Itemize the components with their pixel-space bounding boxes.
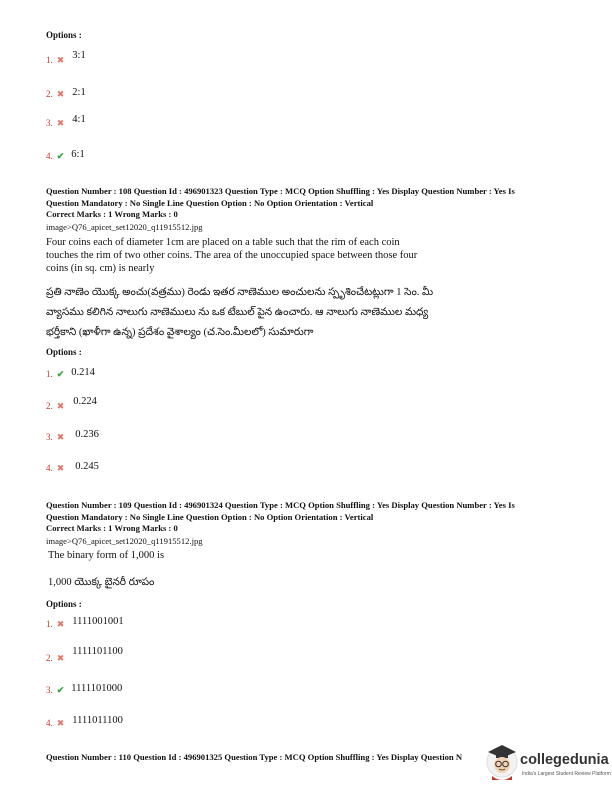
option-number: 2. (46, 401, 53, 411)
option-text: 3:1 (72, 50, 86, 61)
brand-tagline: India's Largest Student Review Platform (522, 771, 611, 777)
option-text: 1111011100 (72, 715, 123, 726)
meta-line: Question Number : 108 Question Id : 496901323 Question Type : MCQ Option Shuffling : Yes Display Question Number : Yes Is (46, 186, 515, 196)
option-row (46, 648, 123, 666)
option-row (46, 680, 122, 698)
wrong-icon: ✖ (56, 55, 65, 65)
option-row (46, 458, 99, 476)
question-110-meta: Question Number : 110 Question Id : 496901325 Question Type : MCQ Option Shuffling : Yes Display Question N (46, 752, 463, 762)
check-icon: ✔ (56, 369, 65, 379)
option-number: 3. (46, 118, 53, 128)
option-row (46, 364, 95, 382)
option-number: 1. (46, 55, 53, 65)
option-row (46, 396, 97, 414)
question-text-line: భర్తీకాని (ఖాళీగా ఉన్న) ప్రదేశం వైశాల్యం (చ.సెం.మీలలో) సుమారుగా (46, 327, 314, 338)
option-text: 1111101100 (72, 646, 123, 657)
brand-name: collegedunia (520, 752, 609, 768)
option-row (46, 713, 123, 731)
options-label: Options : (46, 30, 82, 40)
option-number: 4. (46, 463, 53, 473)
check-icon: ✔ (56, 685, 65, 695)
option-number: 2. (46, 89, 53, 99)
wrong-icon: ✖ (56, 718, 65, 728)
option-number: 1. (46, 369, 53, 379)
option-text: 1111001001 (72, 616, 124, 627)
meta-line: Question Number : 109 Question Id : 496901324 Question Type : MCQ Option Shuffling : Yes Display Question Number : Yes Is (46, 500, 515, 510)
check-icon: ✔ (56, 151, 65, 161)
question-text-line: Four coins each of diameter 1cm are placed on a table such that the rim of each coin (46, 237, 400, 248)
option-row (46, 427, 99, 445)
question-text-line: coins (in sq. cm) is nearly (46, 263, 155, 275)
wrong-icon: ✖ (56, 463, 65, 473)
option-text: 0.236 (75, 429, 99, 440)
graduate-mascot-icon (484, 740, 520, 782)
question-108-meta (46, 186, 606, 221)
option-number: 2. (46, 653, 53, 663)
option-text: 4:1 (72, 114, 86, 125)
question-text-line: వ్యాసము కలిగిన నాలుగు నాణెములు ను ఒక టేబుల్ పైన ఉంచారు. ఆ నాలుగు నాణెముల మధ్య (46, 307, 429, 318)
option-text: 0.245 (75, 461, 99, 472)
option-number: 3. (46, 685, 53, 695)
option-text: 0.224 (73, 396, 97, 407)
meta-line: Question Mandatory : No Single Line Question Option : No Option Orientation : Vertical (46, 511, 374, 522)
image-filename: image>Q76_apicet_set12020_q11915512.jpg (46, 222, 203, 232)
meta-line: Correct Marks : 1 Wrong Marks : 0 (46, 523, 178, 533)
option-row (46, 146, 85, 164)
wrong-icon: ✖ (56, 89, 65, 99)
option-number: 1. (46, 619, 53, 629)
image-filename: image>Q76_apicet_set12020_q11915512.jpg (46, 536, 203, 546)
option-text: 2:1 (72, 87, 86, 98)
option-text: 6:1 (71, 149, 85, 160)
wrong-icon: ✖ (56, 118, 65, 128)
option-text: 0.214 (71, 367, 95, 378)
wrong-icon: ✖ (56, 401, 65, 411)
wrong-icon: ✖ (56, 653, 65, 663)
option-text: 1111101000 (71, 683, 123, 694)
options-label: Options : (46, 347, 82, 357)
meta-line: Question Mandatory : No Single Line Question Option : No Option Orientation : Vertical (46, 197, 374, 208)
question-109-telugu: 1,000 యొక్క బైనరీ రూపం (48, 577, 155, 588)
option-row (46, 84, 86, 102)
option-row (46, 614, 124, 632)
question-109-meta (46, 500, 606, 535)
option-number: 3. (46, 432, 53, 442)
option-number: 4. (46, 718, 53, 728)
brand-logo (484, 740, 611, 786)
option-row (46, 50, 86, 68)
option-row (46, 113, 86, 131)
meta-line: Correct Marks : 1 Wrong Marks : 0 (46, 209, 178, 219)
question-108-english (46, 236, 417, 276)
question-108-telugu (46, 284, 466, 341)
option-number: 4. (46, 151, 53, 161)
question-text-line: touches the rim of two other coins. The area of the unoccupied space between those four (46, 250, 418, 262)
wrong-icon: ✖ (56, 619, 65, 629)
wrong-icon: ✖ (56, 432, 65, 442)
question-text-line: ప్రతి నాణెం యొక్క అంచు(వత్రము) రెండు ఇతర నాణెముల అంచులను స్పృశించేటట్లుగా 1 సెం. మీ (46, 287, 434, 298)
options-label: Options : (46, 599, 82, 609)
question-109-english: The binary form of 1,000 is (48, 550, 165, 561)
